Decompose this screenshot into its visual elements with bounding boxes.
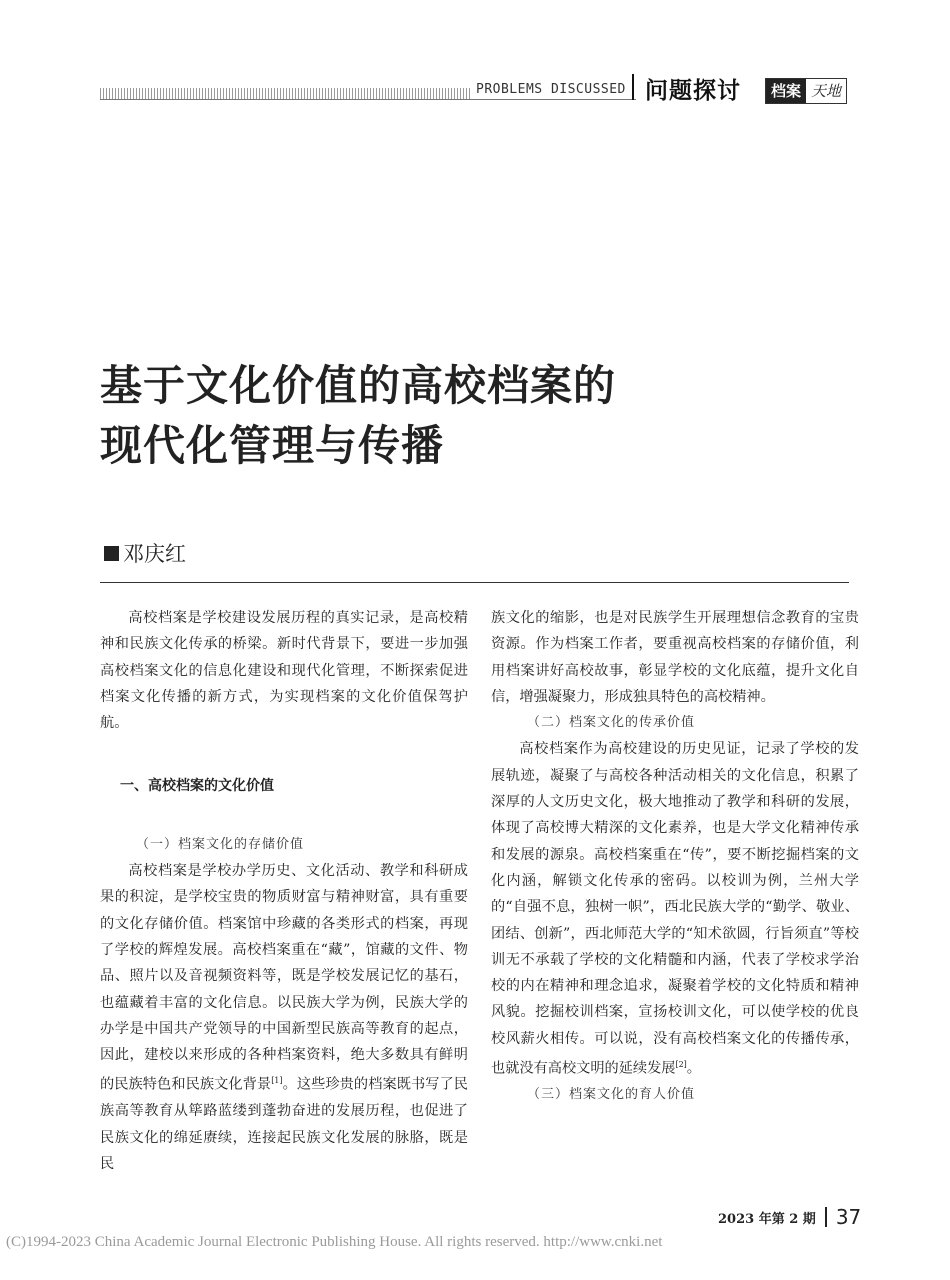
title-line-1: 基于文化价值的高校档案的	[100, 361, 617, 410]
section-label-en: PROBLEMS DISCUSSED	[476, 82, 626, 97]
para1-text-b: 。这些珍贵的档案既书写了民族高等教育从筚路蓝缕到蓬勃奋进的发展历程，也促进了民族文化的绵延赓续，连接起民族文化发展的脉胳，既是民	[100, 1077, 468, 1173]
journal-brand-part-b: 天地	[811, 82, 842, 100]
continued-paragraph: 族文化的缩影，也是对民族学生开展理想信念教育的宝贵资源。作为档案工作者，要重视高校档案的存储价值，利用档案讲好高校故事，彰显学校的文化底蕴，提升文化自信，增强凝聚力，形成独具特色的高校精神。	[491, 610, 859, 705]
right-column	[491, 605, 859, 1108]
section-label-cn: 问题探讨	[645, 78, 741, 104]
subsection-heading-2: （二）档案文化的传承价值	[527, 715, 696, 731]
copyright-notice: (C)1994-2023 China Academic Journal Electronic Publishing House. All rights reserved. http://www.cnki.net	[6, 1234, 663, 1250]
subsection-heading-1: （一）档案文化的存储价值	[136, 836, 305, 852]
footer-divider	[825, 1207, 827, 1227]
issue-label: 2023 年第 2 期	[718, 1211, 816, 1227]
section-heading-1: 一、高校档案的文化价值	[120, 778, 274, 795]
para2-text-b: 。	[686, 1060, 701, 1077]
author-rule	[100, 582, 849, 583]
author-square-icon	[104, 546, 119, 561]
author-name: 邓庆红	[123, 542, 186, 566]
journal-brand-part-a: 档案	[766, 79, 806, 103]
para2-text-a: 高校档案作为高校建设的历史见证，记录了学校的发展轨迹，凝聚了与高校各种活动相关的文化信息，积累了深厚的人文历史文化，极大地推动了教学和科研的发展，体现了高校博大精深的文化素养，也是大学文化精神传承和发展的源泉。高校档案重在“传”，要不断挖掘档案的文化内涵，解锁文化传承的密码。以校训为例，兰州大学的“自强不息，独树一帜”，西北民族大学的“勤学、敬业、团结、创新”，西北师范大学的“知术欲圆，行旨须直”等校训无不承载了学校的文化精髓和内涵，代表了学校求学治校的内在精神和理念追求，凝聚着学校的文化特质和精神风貌。挖掘校训档案，宣扬校训文化，可以使学校的优良校风薪火相传。可以说，没有高校档案文化的传播传承，也就没有高校文明的延续发展	[491, 741, 859, 1077]
body-paragraph-2	[491, 736, 859, 1082]
left-column	[100, 605, 468, 1177]
journal-brand	[765, 78, 847, 104]
intro-paragraph: 高校档案是学校建设发展历程的真实记录，是高校精神和民族文化传承的桥梁。新时代背景下，要进一步加强高校档案文化的信息化建设和现代化管理，不断探索促进档案文化传播的新方式，为实现档案的文化价值保驾护航。	[100, 610, 468, 732]
para1-text-a: 高校档案是学校办学历史、文化活动、教学和科研成果的积淀，是学校宝贵的物质财富与精神财富，具有重要的文化存储价值。档案馆中珍藏的各类形式的档案，再现了学校的辉煌发展。高校档案重在“藏”，馆藏的文件、物品、照片以及音视频资料等，既是学校发展记忆的基石，也蕴藏着丰富的文化信息。以民族大学为例，民族大学的办学是中国共产党领导的中国新型民族高等教育的起点，因此，建校以来形成的各种档案资料，绝大多数具有鲜明的民族特色和民族文化背景	[100, 863, 468, 1094]
reference-1: [1]	[271, 1076, 283, 1086]
page-footer	[718, 1205, 861, 1229]
title-line-2: 现代化管理与传播	[100, 421, 445, 470]
author-line	[104, 538, 186, 568]
page-number: 37	[835, 1205, 862, 1229]
header-underline	[100, 99, 636, 100]
header-divider	[632, 74, 634, 100]
body-paragraph-1	[100, 858, 468, 1177]
reference-2: [2]	[675, 1060, 687, 1070]
article-title	[100, 356, 616, 476]
subsection-heading-3: （三）档案文化的育人价值	[527, 1087, 696, 1103]
